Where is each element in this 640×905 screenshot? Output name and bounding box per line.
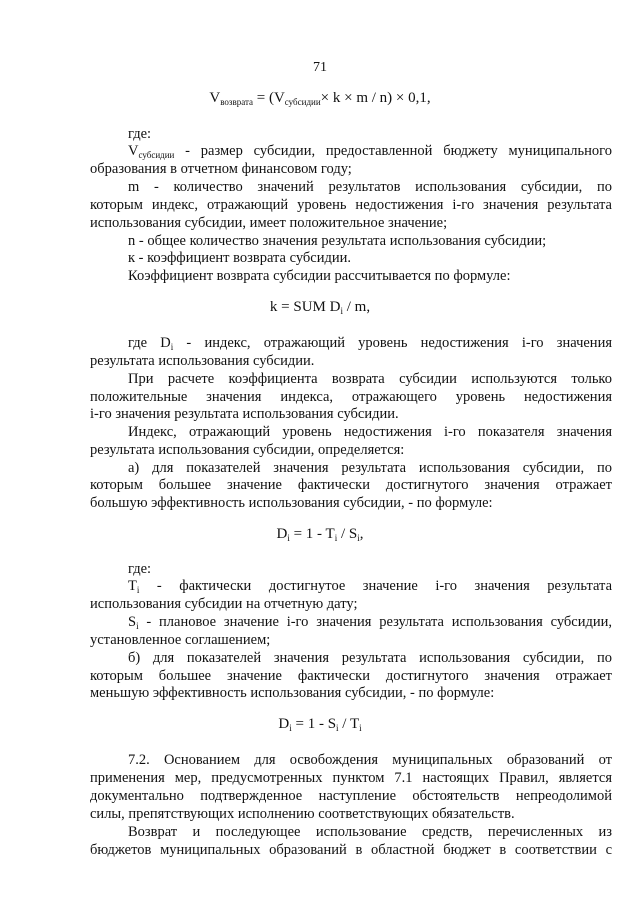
k-formula-intro: Коэффициент возврата субсидии рассчитывается по формуле:	[128, 268, 511, 284]
si-definition-line1: $S_i$ - плановое значение i-го значения результата использования субсидии,	[128, 614, 612, 631]
k-definition: к - коэффициент возврата субсидии.	[128, 250, 351, 266]
m-definition-line2: которым индекс, отражающий уровень недостижения i-го значения результата	[90, 197, 612, 213]
clause-7-2-line2: применения мер, предусмотренных пунктом 7.1 настоящих Правил, является	[90, 770, 612, 786]
ti-definition-line1: $T_i$ - фактически достигнутое значение i-го значения результата	[128, 578, 612, 595]
refund-line2: бюджетов муниципальных образований в областной бюджет в соответствии с	[90, 842, 612, 858]
positive-values-line2: положительные значения индекса, отражающего уровень недостижения	[90, 389, 612, 405]
m-definition-line3: использования субсидии, имеет положительное значение;	[90, 215, 448, 231]
index-intro-line1: Индекс, отражающий уровень недостижения i-го показателя значения	[128, 424, 612, 440]
n-definition: n - общее количество значения результата использования субсидии;	[128, 233, 547, 249]
clause-7-2-line1: 7.2. Основанием для освобождения муниципальных образований от	[128, 752, 612, 768]
m-definition-line1: m - количество значений результатов использования субсидии, по	[128, 179, 612, 195]
case-a-line1: а) для показателей значения результата использования субсидии, по	[128, 460, 612, 476]
where-label-2: где:	[128, 561, 152, 577]
case-a-line3: большую эффективность использования субсидии, - по формуле:	[90, 495, 493, 511]
ti-definition-line2: использования субсидии на отчетную дату;	[90, 596, 358, 612]
di-definition-line2: результата использования субсидии.	[90, 353, 315, 369]
page-number: 71	[313, 60, 327, 75]
clause-7-2-line4: силы, препятствующих исполнению соответствующих обязательств.	[90, 806, 515, 822]
v-definition-line1: $V_{субсидии}$ - размер субсидии, предоставленной бюджету муниципального	[128, 143, 612, 160]
case-a-line2: которым большее значение фактически достигнутого значения отражает	[90, 477, 612, 493]
where-label: где:	[128, 126, 152, 142]
di-definition-line1: где $D_i$ - индекс, отражающий уровень недостижения i-го значения	[128, 335, 613, 352]
formula-k: k = SUM $D_i$ / m,	[269, 299, 371, 316]
refund-line1: Возврат и последующее использование средств, перечисленных из	[128, 824, 612, 840]
case-b-line1: б) для показателей значения результата использования субсидии, по	[128, 650, 612, 666]
case-b-line3: меньшую эффективность использования субсидии, - по формуле:	[90, 685, 495, 701]
clause-7-2-line3: документально подтвержденное наступление обстоятельств непреодолимой	[90, 788, 612, 804]
v-definition-line2: образования в отчетном финансовом году;	[90, 161, 352, 177]
si-definition-line2: установленное соглашением;	[90, 632, 271, 648]
index-intro-line2: результата использования субсидии, определяется:	[90, 442, 405, 458]
case-b-line2: которым большее значение фактически достигнутого значения отражает	[90, 668, 612, 684]
positive-values-line3: i-го значения результата использования субсидии.	[90, 406, 399, 422]
formula-di-case-a: $D_i = 1 - T_i / S_i$,	[276, 526, 364, 543]
positive-values-line1: При расчете коэффициента возврата субсидии используются только	[128, 371, 612, 387]
formula-refund-volume: $V_{возврата} = (V_{субсидии}\times k \times m / n) \times 0,1$,	[209, 90, 431, 107]
formula-di-case-b: $D_i = 1 - S_i / T_i$	[278, 716, 362, 733]
